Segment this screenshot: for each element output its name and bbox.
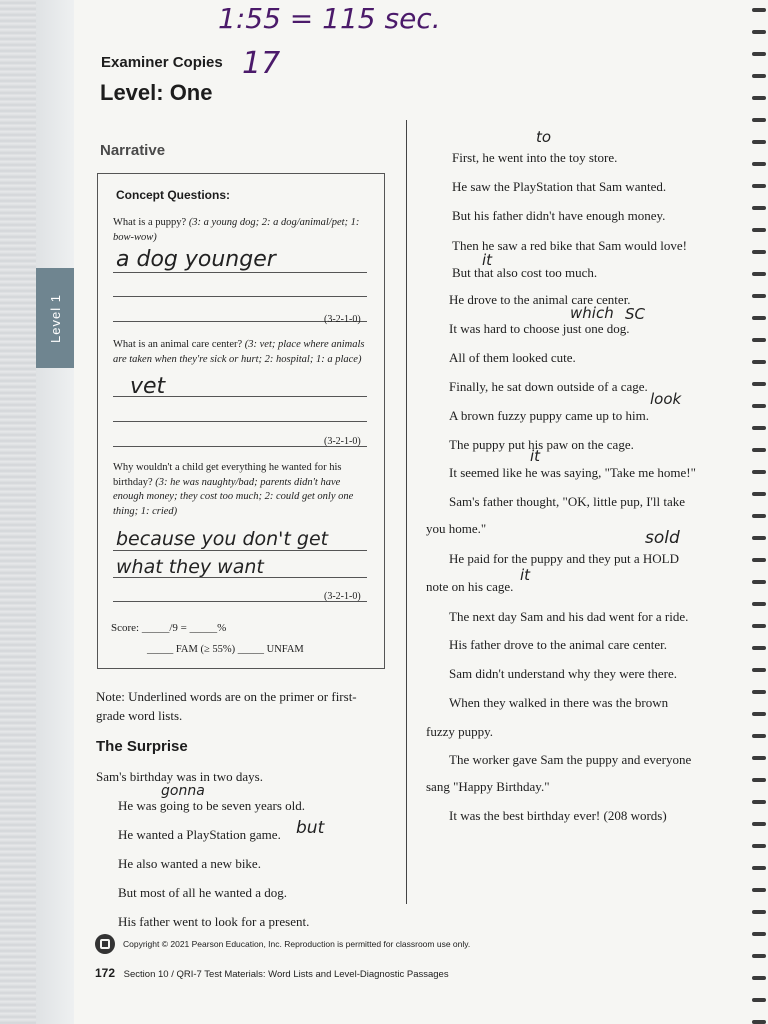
spiral-coil xyxy=(752,1020,766,1024)
answer-3-line-1: because you don't get xyxy=(116,528,329,550)
story-line: you home." xyxy=(426,521,487,536)
spiral-coil xyxy=(752,74,766,78)
spiral-coil xyxy=(752,470,766,474)
spiral-coil xyxy=(752,910,766,914)
story-title: The Surprise xyxy=(96,738,188,755)
story-line: But his father didn't have enough money. xyxy=(452,208,666,223)
story-line: Finally, he sat down outside of a cage. xyxy=(449,379,648,394)
handwritten-correction: it xyxy=(520,566,531,584)
answer-rule xyxy=(113,296,367,297)
spiral-coil xyxy=(752,866,766,870)
spiral-coil xyxy=(752,52,766,56)
spiral-coil xyxy=(752,734,766,738)
spiral-coil xyxy=(752,184,766,188)
story-line: note on his cage. xyxy=(426,579,514,594)
spiral-coil xyxy=(752,756,766,760)
story-line: But most of all he wanted a dog. xyxy=(118,885,287,900)
story-line: When they walked in there was the brown xyxy=(449,695,669,710)
story-line: His father drove to the animal care center. xyxy=(449,637,668,652)
story-line: The puppy put his paw on the cage. xyxy=(449,437,634,452)
story-line: It seemed like he was saying, "Take me home!" xyxy=(449,465,696,480)
spiral-coil xyxy=(752,338,766,342)
spiral-coil xyxy=(752,316,766,320)
level-title: Level: One xyxy=(100,80,213,105)
handwritten-correction: gonna xyxy=(161,783,205,799)
spiral-coil xyxy=(752,998,766,1002)
spiral-coil xyxy=(752,294,766,298)
spiral-coil xyxy=(752,712,766,716)
handwritten-correction: look xyxy=(650,390,682,408)
spiral-coil xyxy=(752,888,766,892)
story-line: The next day Sam and his dad went for a ride. xyxy=(449,609,689,624)
points-scale: (3-2-1-0) xyxy=(324,591,361,602)
answer-rule xyxy=(113,577,367,578)
spiral-coil xyxy=(752,536,766,540)
answer-rule xyxy=(113,272,367,273)
page-footer xyxy=(95,966,449,980)
spiral-coil xyxy=(752,690,766,694)
spiral-coil xyxy=(752,272,766,276)
handwritten-time: 1:55 = 115 sec. xyxy=(218,2,441,35)
question-2: What is an animal care center? (3: vet; place where animals are taken when they're sick or hurt; 2: hospital; 1: a place) xyxy=(113,339,365,365)
spiral-coil xyxy=(752,602,766,606)
spiral-coil xyxy=(752,954,766,958)
story-line: He drove to the animal care center. xyxy=(449,292,631,307)
spiral-coil xyxy=(752,360,766,364)
story-line: He saw the PlayStation that Sam wanted. xyxy=(452,179,667,194)
copyright-notice: Copyright © 2021 Pearson Education, Inc. Reproduction is permitted for classroom use only. xyxy=(123,939,471,949)
spiral-binding xyxy=(748,0,768,1024)
fam-line: _____ FAM (≥ 55%) _____ UNFAM xyxy=(147,644,304,655)
answer-3-line-2: what they want xyxy=(116,556,264,578)
story-line: He was going to be seven years old. xyxy=(118,798,306,813)
spiral-coil xyxy=(752,624,766,628)
examiner-label: Examiner Copies xyxy=(101,54,223,71)
spiral-coil xyxy=(752,668,766,672)
column-divider xyxy=(406,120,407,904)
spiral-coil xyxy=(752,844,766,848)
story-line: But that also cost too much. xyxy=(452,265,598,280)
handwritten-correction: SC xyxy=(625,305,645,323)
answer-rule xyxy=(113,421,367,422)
section-heading: Narrative xyxy=(100,142,166,159)
spiral-coil xyxy=(752,514,766,518)
story-line: All of them looked cute. xyxy=(449,350,576,365)
spiral-coil xyxy=(752,778,766,782)
points-scale: (3-2-1-0) xyxy=(324,314,361,325)
spiral-coil xyxy=(752,558,766,562)
handwritten-correction: to xyxy=(536,128,552,146)
story-line: It was the best birthday ever! (208 words) xyxy=(449,808,667,823)
story-line: fuzzy puppy. xyxy=(426,724,494,739)
concept-questions-title: Concept Questions: xyxy=(116,188,231,202)
story-line: He also wanted a new bike. xyxy=(118,856,261,871)
spiral-coil xyxy=(752,426,766,430)
story-line: A brown fuzzy puppy came up to him. xyxy=(449,408,650,423)
story-line: He paid for the puppy and they put a HOLD xyxy=(449,551,679,566)
question-1: What is a puppy? (3: a young dog; 2: a dog/animal/pet; 1: bow-wow) xyxy=(113,217,360,243)
spiral-coil xyxy=(752,96,766,100)
spiral-coil xyxy=(752,162,766,166)
score-line: Score: _____/9 = _____% xyxy=(111,622,227,634)
spiral-coil xyxy=(752,206,766,210)
spiral-coil xyxy=(752,800,766,804)
spiral-coil xyxy=(752,118,766,122)
spiral-coil xyxy=(752,448,766,452)
spiral-coil xyxy=(752,492,766,496)
answer-1: a dog younger xyxy=(116,247,276,272)
footer-section: Section 10 / QRI-7 Test Materials: Word Lists and Level-Diagnostic Passages xyxy=(123,969,449,980)
spiral-coil xyxy=(752,250,766,254)
story-line: Sam didn't understand why they were there. xyxy=(449,666,677,681)
spiral-coil xyxy=(752,8,766,12)
level-tab: Level 1 xyxy=(36,268,74,368)
handwritten-correction: but xyxy=(296,818,325,838)
story-line: Sam's birthday was in two days. xyxy=(96,769,263,784)
spiral-coil xyxy=(752,404,766,408)
story-line: First, he went into the toy store. xyxy=(452,150,618,165)
handwritten-score: 17 xyxy=(242,46,281,81)
question-3: Why wouldn't a child get everything he wanted for his birthday? (3: he was naughty/bad; parents didn't have enough money; they cost too much; 2: could get only one thing; 1: cried) xyxy=(113,462,354,518)
answer-2: vet xyxy=(130,374,166,399)
points-scale: (3-2-1-0) xyxy=(324,436,361,447)
story-line: sang "Happy Birthday." xyxy=(426,779,550,794)
spiral-coil xyxy=(752,976,766,980)
story-line: His father went to look for a present. xyxy=(118,914,310,929)
underline-note: Note: Underlined words are on the primer or first-grade word lists. xyxy=(96,689,357,723)
spiral-coil xyxy=(752,580,766,584)
publisher-logo xyxy=(95,934,115,954)
handwritten-correction: it xyxy=(530,447,541,465)
spiral-coil xyxy=(752,646,766,650)
story-line: The worker gave Sam the puppy and everyone xyxy=(449,752,692,767)
page-margin-strip xyxy=(36,0,74,1024)
page-number: 172 xyxy=(95,966,116,980)
spiral-coil xyxy=(752,140,766,144)
spiral-coil xyxy=(752,382,766,386)
story-line: It was hard to choose just one dog. xyxy=(449,321,630,336)
answer-rule xyxy=(113,550,367,551)
handwritten-correction: which xyxy=(570,304,614,322)
spiral-coil xyxy=(752,932,766,936)
story-line: Then he saw a red bike that Sam would love! xyxy=(452,238,688,253)
spiral-coil xyxy=(752,822,766,826)
spiral-coil xyxy=(752,30,766,34)
story-line: He wanted a PlayStation game. xyxy=(118,827,281,842)
handwritten-correction: it xyxy=(482,251,493,269)
handwritten-correction: sold xyxy=(645,528,680,548)
answer-rule xyxy=(113,396,367,397)
spiral-coil xyxy=(752,228,766,232)
story-line: Sam's father thought, "OK, little pup, I'll take xyxy=(449,494,686,509)
